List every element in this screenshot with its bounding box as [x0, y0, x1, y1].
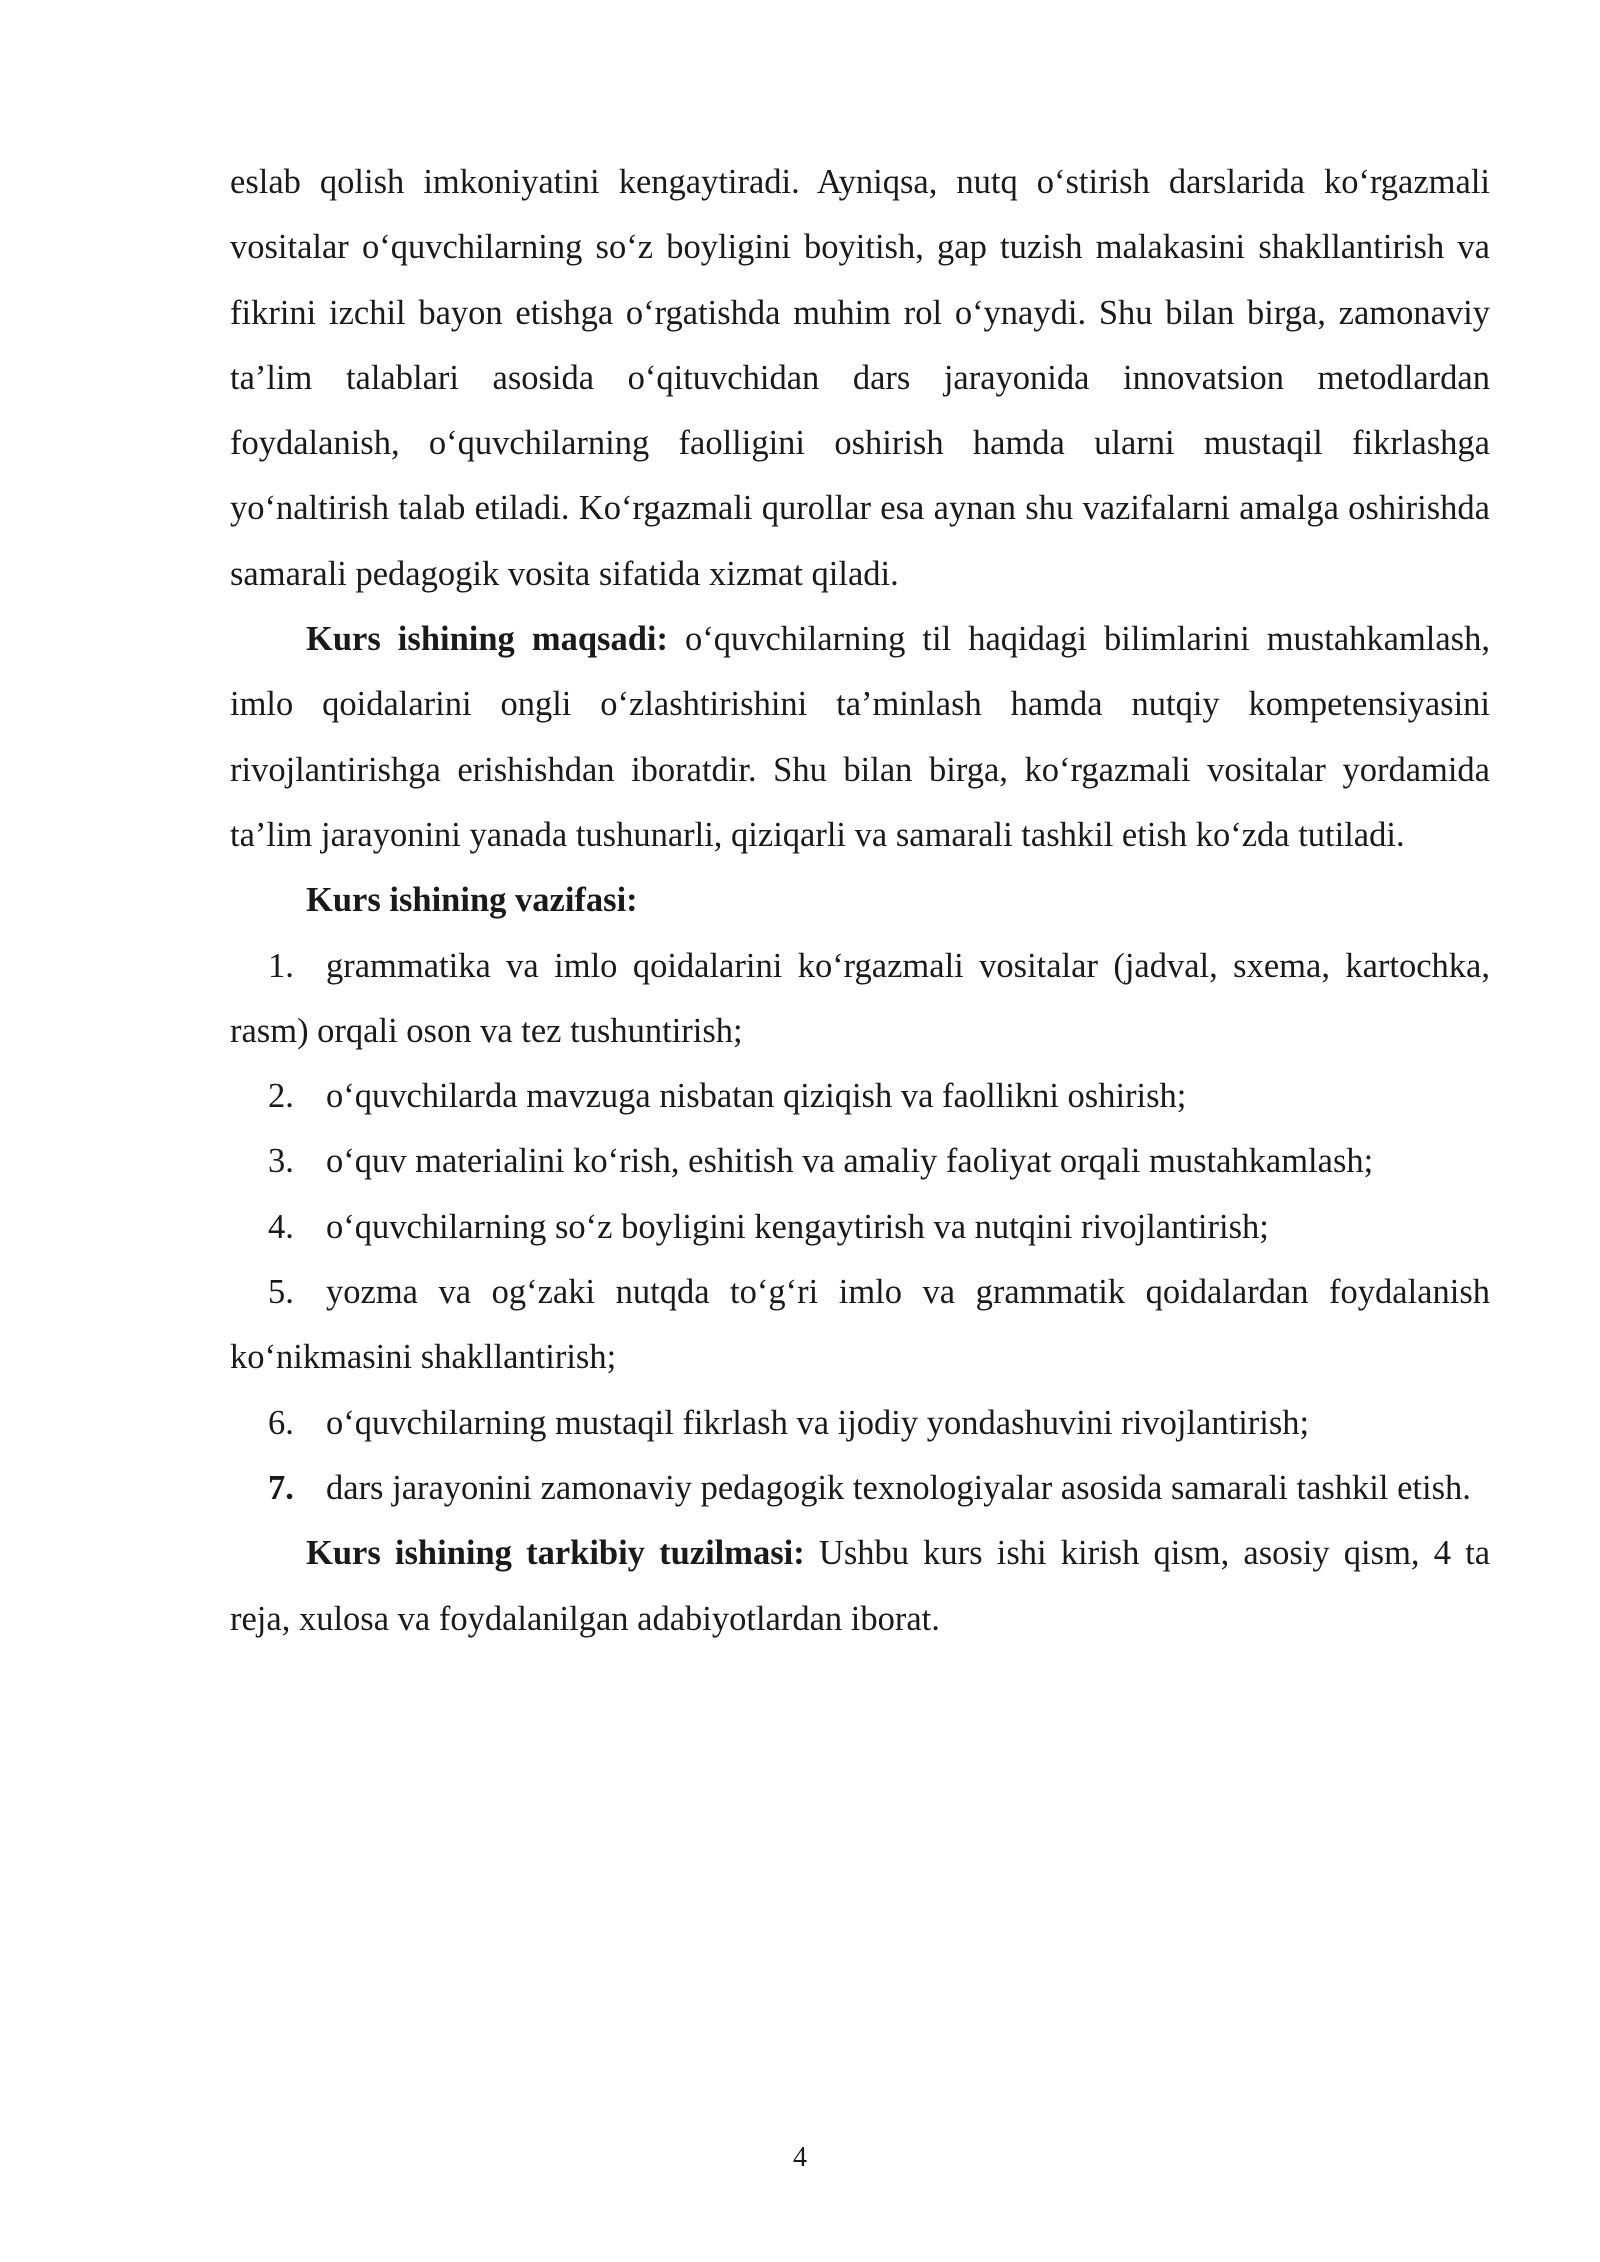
list-item: [230, 1456, 1490, 1521]
list-item: [230, 1129, 1490, 1194]
structure-label: Kurs ishining tarkibiy tuzilmasi:: [306, 1534, 805, 1573]
list-item: [230, 934, 1490, 1065]
list-item-number: 4.: [268, 1207, 294, 1246]
goal-label: Kurs ishining maqsadi:: [306, 620, 668, 659]
list-item: [230, 1391, 1490, 1456]
list-item: [230, 1064, 1490, 1129]
list-item-text: o‘quvchilarda mavzuga nisbatan qiziqish va faollikni oshirish;: [326, 1077, 1187, 1116]
goal-paragraph: [230, 607, 1490, 868]
list-item-number: 7.: [268, 1468, 294, 1507]
list-item-text: o‘quv materialini ko‘rish, eshitish va amaliy faoliyat orqali mustahkamlash;: [326, 1142, 1374, 1181]
document-page: [230, 150, 1490, 1652]
list-item-text: grammatika va imlo qoidalarini ko‘rgazmali vositalar (jadval, sxema, kartochka, rasm) orqali oson va tez tushuntirish;: [230, 946, 1490, 1050]
list-item-number: 1.: [268, 946, 294, 985]
list-item-text: o‘quvchilarning mustaqil fikrlash va ijodiy yondashuvini rivojlantirish;: [326, 1403, 1310, 1442]
list-item: [230, 1195, 1490, 1260]
list-item: [230, 1260, 1490, 1391]
list-item-number: 3.: [268, 1142, 294, 1181]
list-item-text: o‘quvchilarning so‘z boyligini kengaytirish va nutqini rivojlantirish;: [326, 1207, 1269, 1246]
tasks-heading: [230, 868, 1490, 933]
structure-paragraph: [230, 1521, 1490, 1652]
list-item-number: 6.: [268, 1403, 294, 1442]
list-item-number: 2.: [268, 1077, 294, 1116]
list-item-number: 5.: [268, 1273, 294, 1312]
goal-text: o‘quvchilarning til haqidagi bilimlarini mustahkamlash, imlo qoidalarini ongli o‘zlashtirishini ta’minlash hamda nutqiy kompetensiyasini rivojlantirishga erishishdan iboratdir. Shu bilan birga, ko‘rgazmali vositalar yordamida ta’lim jarayonini yanada tushunarli, qiziqarli va samarali tashkil etish ko‘zda tutiladi.: [230, 620, 1490, 854]
list-item-text: yozma va og‘zaki nutqda to‘g‘ri imlo va grammatik qoidalardan foydalanish ko‘nikmasini shakllantirish;: [230, 1273, 1490, 1377]
structure-text: Ushbu kurs ishi kirish qism, asosiy qism, 4 ta reja, xulosa va foydalanilgan adabiyotlardan iborat.: [230, 1534, 1491, 1638]
tasks-heading-label: Kurs ishining vazifasi:: [306, 881, 638, 920]
list-item-text: dars jarayonini zamonaviy pedagogik texnologiyalar asosida samarali tashkil etish.: [326, 1468, 1471, 1507]
tasks-list: [230, 934, 1490, 1522]
page-number: 4: [793, 2142, 807, 2173]
intro-paragraph: eslab qolish imkoniyatini kengaytiradi. Ayniqsa, nutq o‘stirish darslarida ko‘rgazmali vositalar o‘quvchilarning so‘z boyligini boyitish, gap tuzish malakasini shakllantirish va fikrini izchil bayon etishga o‘rgatishda muhim rol o‘ynaydi. Shu bilan birga, zamonaviy ta’lim talablari asosida o‘qituvchidan dars jarayonida innovatsion metodlardan foydalanish, o‘quvchilarning faolligini oshirish hamda ularni mustaqil fikrlashga yo‘naltirish talab etiladi. Ko‘rgazmali qurollar esa aynan shu vazifalarni amalga oshirishda samarali pedagogik vosita sifatida xizmat qiladi.: [230, 163, 1490, 593]
